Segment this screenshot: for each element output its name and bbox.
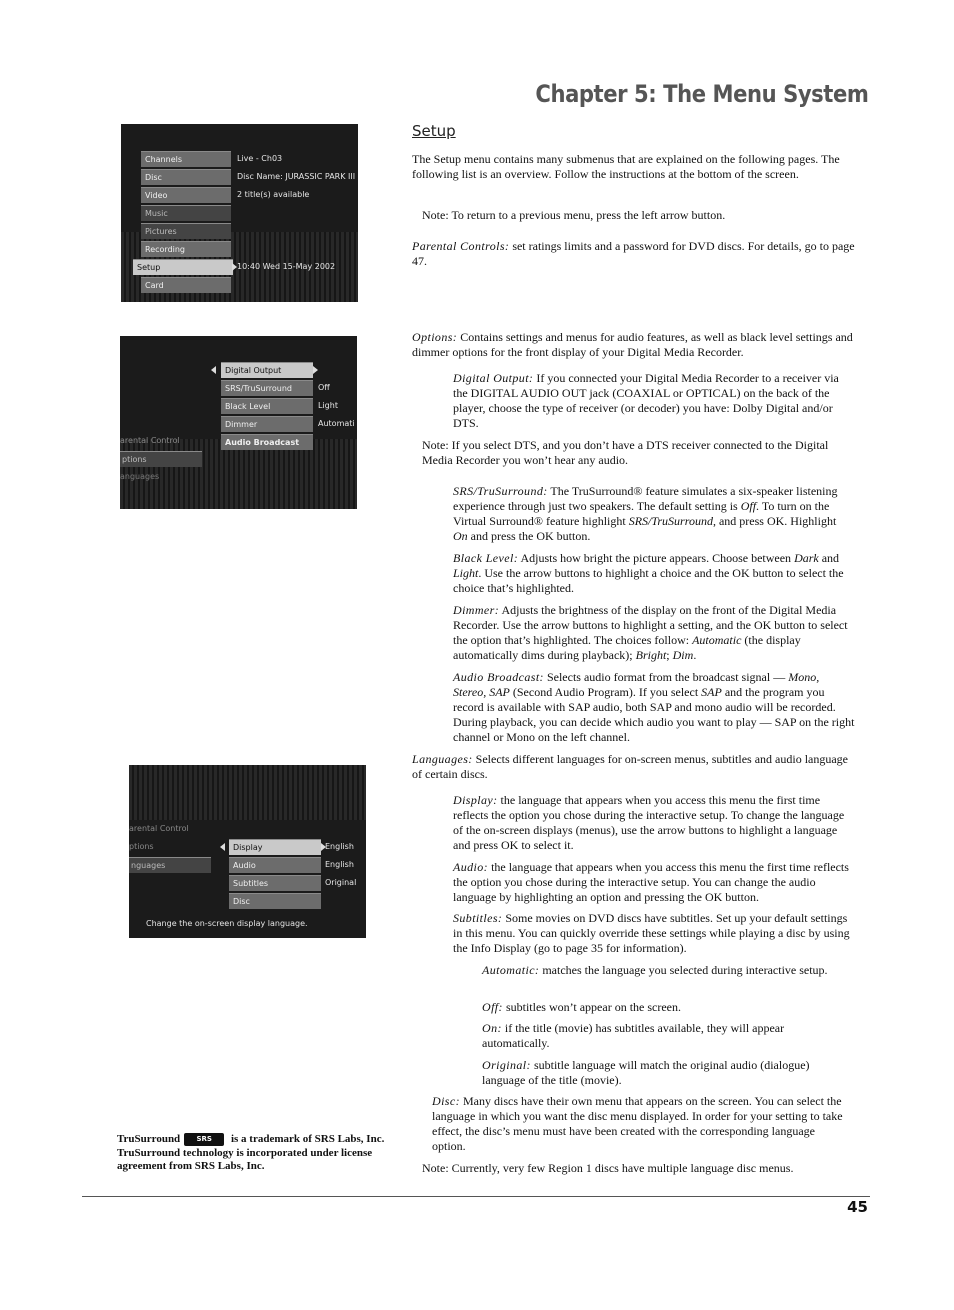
chapter-title: Chapter 5: The Menu System [534, 80, 868, 108]
submenu-digital-output: Digital Output [221, 362, 313, 378]
languages-menu-screenshot [129, 765, 366, 938]
original-label: Original: [482, 1058, 531, 1072]
options-label: Options: [412, 330, 458, 344]
value-display: English [325, 842, 354, 851]
options-paragraph: Options: Contains settings and menus for audio features, as well as black level settings and dimmer options for the front display of your Digital Media Recorder. [412, 330, 853, 359]
subtitles-off: Off: subtitles won’t appear on the screen. [482, 1000, 681, 1014]
value-srs: Off [318, 383, 330, 392]
digital-output-paragraph: Digital Output: If you connected your Digital Media Recorder to a receiver via the DIGITAL AUDIO OUT jack (COAXIAL or OPTICAL) on the back of the player, choose the type of receiver (or decoder) you have: Dolby Digital and/or DTS. [453, 371, 839, 430]
audio-broadcast-paragraph: Audio Broadcast: Selects audio format from the broadcast signal — Mono, Stereo, SAP (Second Audio Program). If you select SAP and the program you record is available with SAP audio, both SAP and mono audio will be recorded. During playback, you can decide which audio you want to play — SAP on the right channel or Mono on the left channel. [453, 670, 855, 744]
menu-item-recording: Recording [141, 241, 231, 257]
submenu-audio-broadcast: Audio Broadcast [221, 434, 313, 450]
parental-controls-paragraph: Parental Controls: set ratings limits and a password for DVD discs. For details, go to page 47. [412, 239, 855, 268]
value-dimmer: Automati [318, 419, 355, 428]
value-black-level: Light [318, 401, 338, 410]
automatic-label: Automatic: [482, 963, 540, 977]
info-disc-name: Disc Name: JURASSIC PARK III [237, 172, 356, 181]
subtitles-original: Original: subtitle language will match the original audio (dialogue) language of the title (movie). [482, 1058, 810, 1087]
menu-item-card: Card [141, 277, 231, 293]
menu-item-video: Video [141, 187, 231, 203]
left-arrow-icon [220, 843, 225, 851]
audio-language-label: Audio: [453, 860, 489, 874]
dimmer-paragraph: Dimmer: Adjusts the brightness of the display on the front of the Digital Media Recorder. Use the arrow buttons to highlight a setting, and the OK button to select the option that’s highlighted. The choices follow: Automatic (the display automatically dims during playback); Bright; Dim. [453, 603, 848, 662]
left-arrow-icon [211, 366, 216, 374]
dimmer-label: Dimmer: [453, 603, 500, 617]
audio-broadcast-label: Audio Broadcast: [453, 670, 544, 684]
right-arrow-icon [313, 366, 318, 374]
languages-label: Languages: [412, 752, 473, 766]
languages-paragraph: Languages: Selects different languages for on-screen menus, subtitles and audio language of certain discs. [412, 752, 848, 781]
srs-label: SRS/TruSurround: [453, 484, 548, 498]
audio-language-paragraph: Audio: the language that appears when you access this menu the first time reflects the option you chose during the interactive setup. You can change the audio language by highlighting an option and pressing the OK button. [453, 860, 849, 904]
menu-item-music: Music [141, 205, 231, 221]
left-item-parental: arental Control [129, 824, 189, 833]
subtitles-on: On: if the title (movie) has subtitles available, they will appear automatically. [482, 1021, 785, 1050]
submenu-disc: Disc [229, 893, 321, 909]
info-clock: 10:40 Wed 15-May 2002 [237, 262, 336, 271]
off-label: Off: [482, 1000, 503, 1014]
display-label: Display: [453, 793, 498, 807]
value-subtitles: Original [325, 878, 357, 887]
black-level-label: Black Level: [453, 551, 519, 565]
info-titles: 2 title(s) available [237, 190, 310, 199]
subtitles-automatic: Automatic: matches the language you selected during interactive setup. [482, 963, 828, 977]
disc-paragraph: Disc: Many discs have their own menu that appears on the screen. You can select the language in which you want the disc menu displayed. In order for your setting to take effect, the disc’s menu must have been created with the corresponding language option. [432, 1094, 843, 1153]
left-item-languages: nguages [129, 857, 211, 873]
left-item-options: ptions [129, 842, 154, 851]
note-dts: Note: If you select DTS, and you don’t have a DTS receiver connected to the Digital Media Recorder you won’t hear any audio. [422, 438, 829, 467]
note-previous-menu: Note: To return to a previous menu, press the left arrow button. [422, 208, 726, 222]
black-level-paragraph: Black Level: Adjusts how bright the picture appears. Choose between Dark and Light. Use the arrow buttons to highlight a choice and the OK button to select the choice that’s highlighted. [453, 551, 844, 595]
options-menu-screenshot [120, 336, 357, 509]
left-item-languages: anguages [120, 472, 160, 481]
trademark-notice: TruSurround SRS is a trademark of SRS Labs, Inc. TruSurround technology is incorporated under license agreement from SRS Labs, Inc. [117, 1133, 385, 1173]
parental-label: Parental Controls: [412, 239, 510, 253]
left-item-options: ptions [120, 451, 202, 467]
section-title: Setup [412, 122, 456, 140]
on-label: On: [482, 1021, 502, 1035]
setup-menu-screenshot [121, 124, 358, 302]
submenu-srs: SRS/TruSurround [221, 380, 313, 396]
submenu-black-level: Black Level [221, 398, 313, 414]
background-texture [129, 765, 366, 820]
display-paragraph: Display: the language that appears when you access this menu the first time reflects the option you chose during the interactive setup. To change the language of the on-screen displays (menus), use the arrow buttons to highlight a language and press OK to select it. [453, 793, 845, 852]
subtitles-label: Subtitles: [453, 911, 503, 925]
value-audio: English [325, 860, 354, 869]
left-item-parental: arental Control [120, 436, 180, 445]
hint-text: Change the on-screen display language. [146, 919, 308, 928]
srs-paragraph: SRS/TruSurround: The TruSurround® feature simulates a six-speaker listening experience through just two speakers. The default setting is Off. To turn on the Virtual Surround® feature highlight SRS/TruSurround, and press OK. Highlight On and press the OK button. [453, 484, 838, 543]
footer-rule [82, 1196, 870, 1197]
submenu-audio: Audio [229, 857, 321, 873]
note-region-1: Note: Currently, very few Region 1 discs have multiple language disc menus. [422, 1161, 794, 1175]
submenu-dimmer: Dimmer [221, 416, 313, 432]
submenu-subtitles: Subtitles [229, 875, 321, 891]
menu-item-pictures: Pictures [141, 223, 231, 239]
intro-paragraph: The Setup menu contains many submenus that are explained on the following pages. The following list is an overview. Follow the instructions at the bottom of the screen. [412, 152, 840, 181]
menu-item-disc: Disc [141, 169, 231, 185]
menu-item-setup: Setup [133, 259, 233, 275]
submenu-display: Display [229, 839, 321, 855]
page-number: 45 [847, 1198, 868, 1216]
subtitles-paragraph: Subtitles: Some movies on DVD discs have subtitles. Set up your default settings in this menu. You can quickly override these settings while playing a disc by using the Info Display (go to page 35 for information). [453, 911, 850, 955]
disc-label: Disc: [432, 1094, 460, 1108]
digital-output-label: Digital Output: [453, 371, 534, 385]
srs-logo-icon: SRS [184, 1133, 224, 1146]
info-live: Live - Ch03 [237, 154, 283, 163]
menu-item-channels: Channels [141, 151, 231, 167]
